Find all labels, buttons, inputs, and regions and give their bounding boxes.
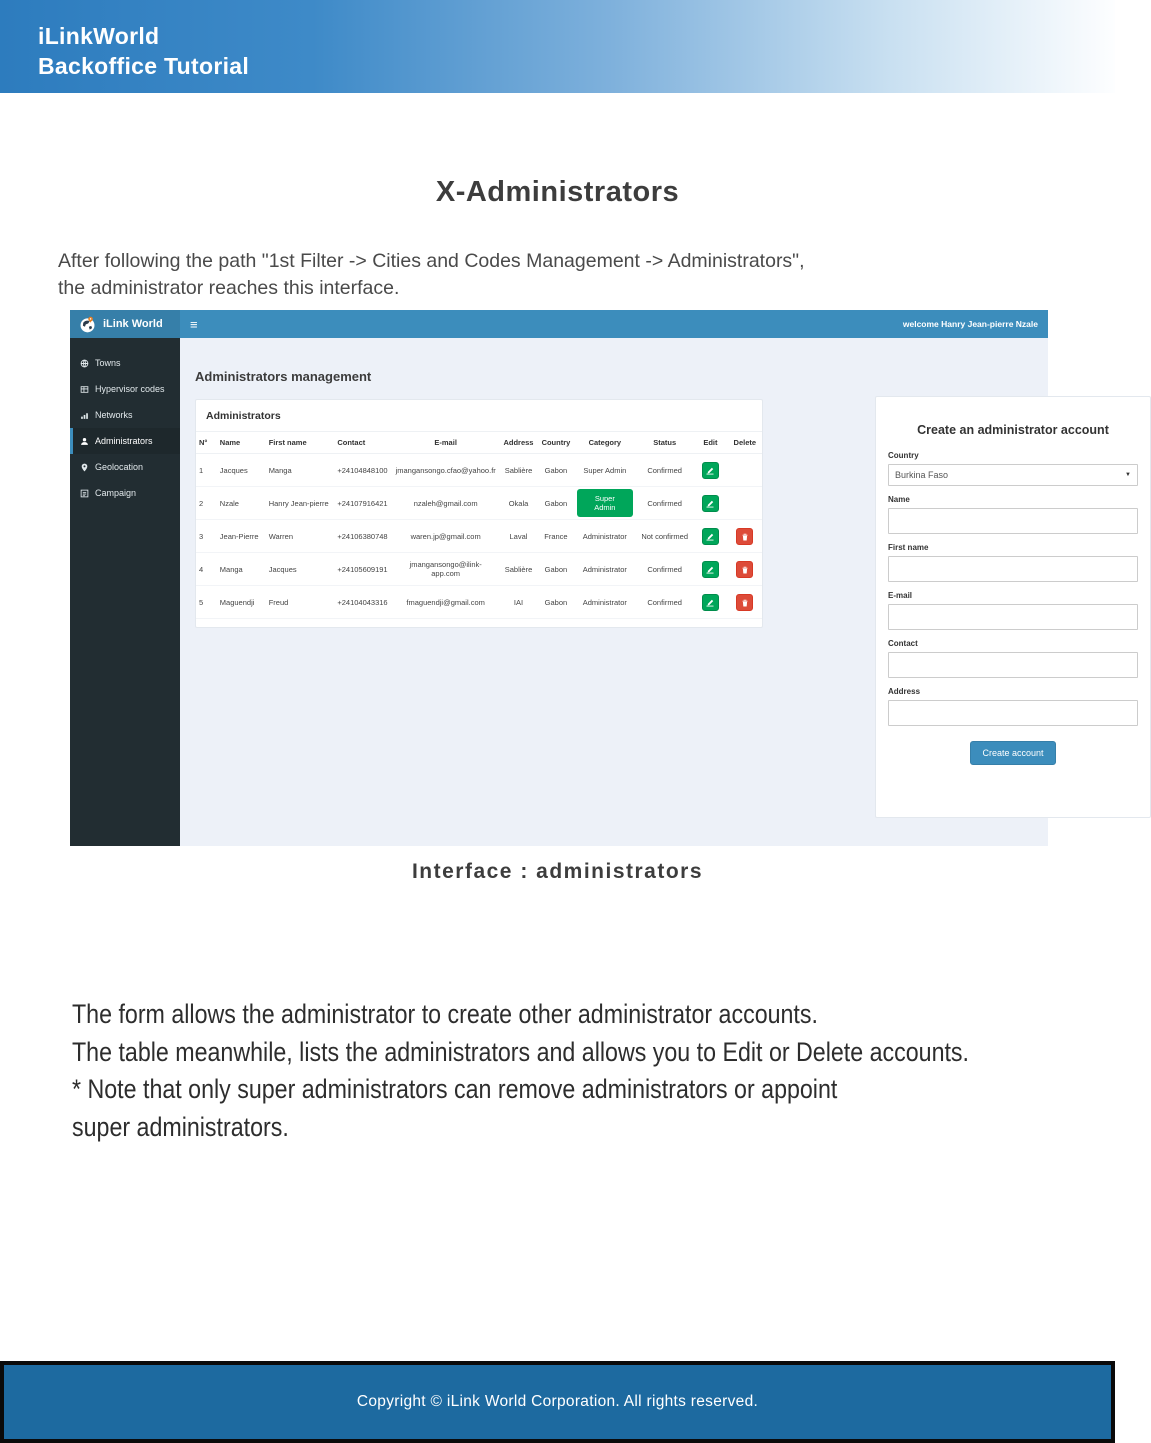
cell-country: Gabon [538,586,573,619]
app-logo[interactable] [70,310,180,338]
cell-first-name: Warren [266,520,335,553]
sidebar-item-administrators[interactable] [70,428,180,454]
sidebar-item-label: Administrators [95,436,153,446]
form-title: Create an administrator account [917,423,1109,437]
sidebar-item-label: Campaign [95,488,137,498]
edit-button[interactable] [702,594,719,611]
create-account-button[interactable]: Create account [970,741,1055,765]
pencil-icon [706,595,714,610]
column-header-contact: Contact [334,432,392,454]
cell-contact: +24105609191 [334,553,392,586]
cell-name: Jacques [217,454,266,487]
address-label: Address [888,687,921,696]
figure-caption: Interface : administrators [411,860,704,883]
notes-paragraph [72,996,969,1146]
sidebar-item-towns[interactable] [70,350,180,376]
cell-contact: +24104848100 [334,454,392,487]
map-pin-icon [80,463,89,472]
sidebar-item-label: Hypervisor codes [95,384,165,394]
cell-category: Administrator [574,553,636,586]
edit-button[interactable] [702,462,719,479]
cell-contact: +24107916421 [334,487,392,520]
note-line: * Note that only super administrators can remove administrators or appoint [72,1074,838,1104]
cell-email: jmangansongo@ilink-app.com [393,553,499,586]
column-header-address: Address [499,432,539,454]
cell-delete [728,553,762,586]
first-name-label: First name [888,543,929,552]
cell-edit [693,586,727,619]
country-select[interactable] [888,464,1138,486]
cell-address: IAI [499,586,539,619]
contact-label: Contact [888,639,918,648]
name-label: Name [888,495,910,504]
sidebar-item-networks[interactable] [70,402,180,428]
cell-name: Maguendji [217,586,266,619]
cell-address: Okala [499,487,539,520]
app-brand-text: iLink World [103,318,163,330]
cell-address: Laval [499,520,539,553]
cell-delete [728,454,762,487]
column-header-status: Status [636,432,693,454]
table-row [196,454,762,487]
brand-line-1: iLinkWorld [38,23,160,49]
cell-contact: +24104043316 [334,586,392,619]
table-panel-title: Administrators [206,410,281,422]
cell-name: Jean-Pierre [217,520,266,553]
cell-first-name: Jacques [266,553,335,586]
page-header-banner [0,0,1115,93]
copyright-text: Copyright © iLink World Corporation. All rights reserved. [356,1393,759,1410]
cell-address: Sablière [499,454,539,487]
cell-name: Nzale [217,487,266,520]
edit-button[interactable] [702,561,719,578]
cell-n: 5 [196,586,217,619]
page-title: X-Administrators [435,176,680,208]
cell-status: Confirmed [636,553,693,586]
cell-country: France [538,520,573,553]
cell-category: Administrator [574,586,636,619]
welcome-user-text: welcome Hanry Jean-pierre Nzale [902,319,1038,329]
table-row [196,487,762,520]
column-header-name: Name [217,432,266,454]
user-icon [80,437,89,446]
administrators-table [196,431,762,619]
column-header-edit: Edit [693,432,727,454]
email-label: E-mail [888,591,913,600]
pencil-icon [706,496,714,511]
column-header-country: Country [538,432,573,454]
sidebar-item-geolocation[interactable] [70,454,180,480]
country-selected-value: Burkina Faso [895,470,949,480]
signal-icon [80,411,89,420]
list-icon [80,489,89,498]
app-content-area [180,338,1131,846]
table-row [196,553,762,586]
cell-email: nzaleh@gmail.com [393,487,499,520]
cell-delete [728,520,762,553]
sidebar-item-hypervisor-codes[interactable] [70,376,180,402]
cell-first-name: Hanry Jean-pierre [266,487,335,520]
cell-name: Manga [217,553,266,586]
delete-button[interactable] [736,561,753,578]
app-screenshot [70,310,1131,846]
cell-address: Sablière [499,553,539,586]
cell-email: waren.jp@gmail.com [393,520,499,553]
column-header-n: N° [196,432,217,454]
table-icon [80,385,89,394]
column-header-delete: Delete [728,432,762,454]
address-field[interactable] [888,700,1138,726]
cell-email: fmaguendji@gmail.com [393,586,499,619]
country-label: Country [888,451,919,460]
sidebar-item-label: Towns [95,358,121,368]
contact-field[interactable] [888,652,1138,678]
cell-category [574,487,636,520]
trash-icon [741,529,749,544]
note-line: super administrators. [72,1111,289,1142]
intro-line-2: the administrator reaches this interface. [58,277,400,299]
column-header-category: Category [574,432,636,454]
app-sidebar [70,338,180,846]
cell-edit [693,553,727,586]
trash-icon [741,595,749,610]
table-row [196,586,762,619]
cell-delete [728,586,762,619]
cell-status: Confirmed [636,586,693,619]
cell-n: 4 [196,553,217,586]
cell-category: Administrator [574,520,636,553]
cell-n: 1 [196,454,217,487]
navbar-right-section [180,310,1048,338]
column-header-e-mail: E-mail [393,432,499,454]
cell-email: jmangansongo.cfao@yahoo.fr [393,454,499,487]
edit-button[interactable] [702,495,719,512]
column-header-first-name: First name [266,432,335,454]
globe-icon [80,359,89,368]
email-field[interactable] [888,604,1138,630]
first-name-field[interactable] [888,556,1138,582]
brand-line-2: Backoffice Tutorial [38,53,250,79]
edit-button[interactable] [702,528,719,545]
pencil-icon [706,529,714,544]
delete-button[interactable] [736,528,753,545]
cell-first-name: Manga [266,454,335,487]
cell-category: Super Admin [574,454,636,487]
delete-button[interactable] [736,594,753,611]
app-top-navbar [70,310,1048,338]
pencil-icon [706,463,714,478]
cell-edit [693,454,727,487]
cell-n: 2 [196,487,217,520]
menu-toggle-icon[interactable]: ≡ [190,316,198,332]
note-line: The form allows the administrator to create other administrator accounts. [72,999,818,1029]
cell-n: 3 [196,520,217,553]
page-footer [0,1361,1115,1443]
super-admin-badge[interactable]: Super Admin [577,489,633,517]
cell-country: Gabon [538,454,573,487]
trash-icon [741,562,749,577]
administrators-table-panel [195,399,763,628]
cell-first-name: Freud [266,586,335,619]
table-row [196,520,762,553]
content-heading: Administrators management [195,369,372,384]
cell-edit [693,487,727,520]
cell-delete [728,487,762,520]
cell-status: Confirmed [636,487,693,520]
note-line: The table meanwhile, lists the administrators and allows you to Edit or Delete accounts. [72,1036,970,1067]
globe-pin-logo-icon [79,316,96,333]
cell-country: Gabon [538,553,573,586]
sidebar-item-campaign[interactable] [70,480,180,506]
cell-contact: +24106380748 [334,520,392,553]
cell-edit [693,520,727,553]
create-account-form-panel [875,396,1151,818]
cell-status: Confirmed [636,454,693,487]
pencil-icon [706,562,714,577]
name-field[interactable] [888,508,1138,534]
sidebar-item-label: Geolocation [95,462,144,472]
sidebar-item-label: Networks [95,410,133,420]
caret-down-icon: ▼ [1125,472,1131,478]
intro-line-1: After following the path "1st Filter -> Cities and Codes Management -> Administrators", [58,250,805,272]
cell-country: Gabon [538,487,573,520]
cell-status: Not confirmed [636,520,693,553]
intro-paragraph [58,248,805,302]
